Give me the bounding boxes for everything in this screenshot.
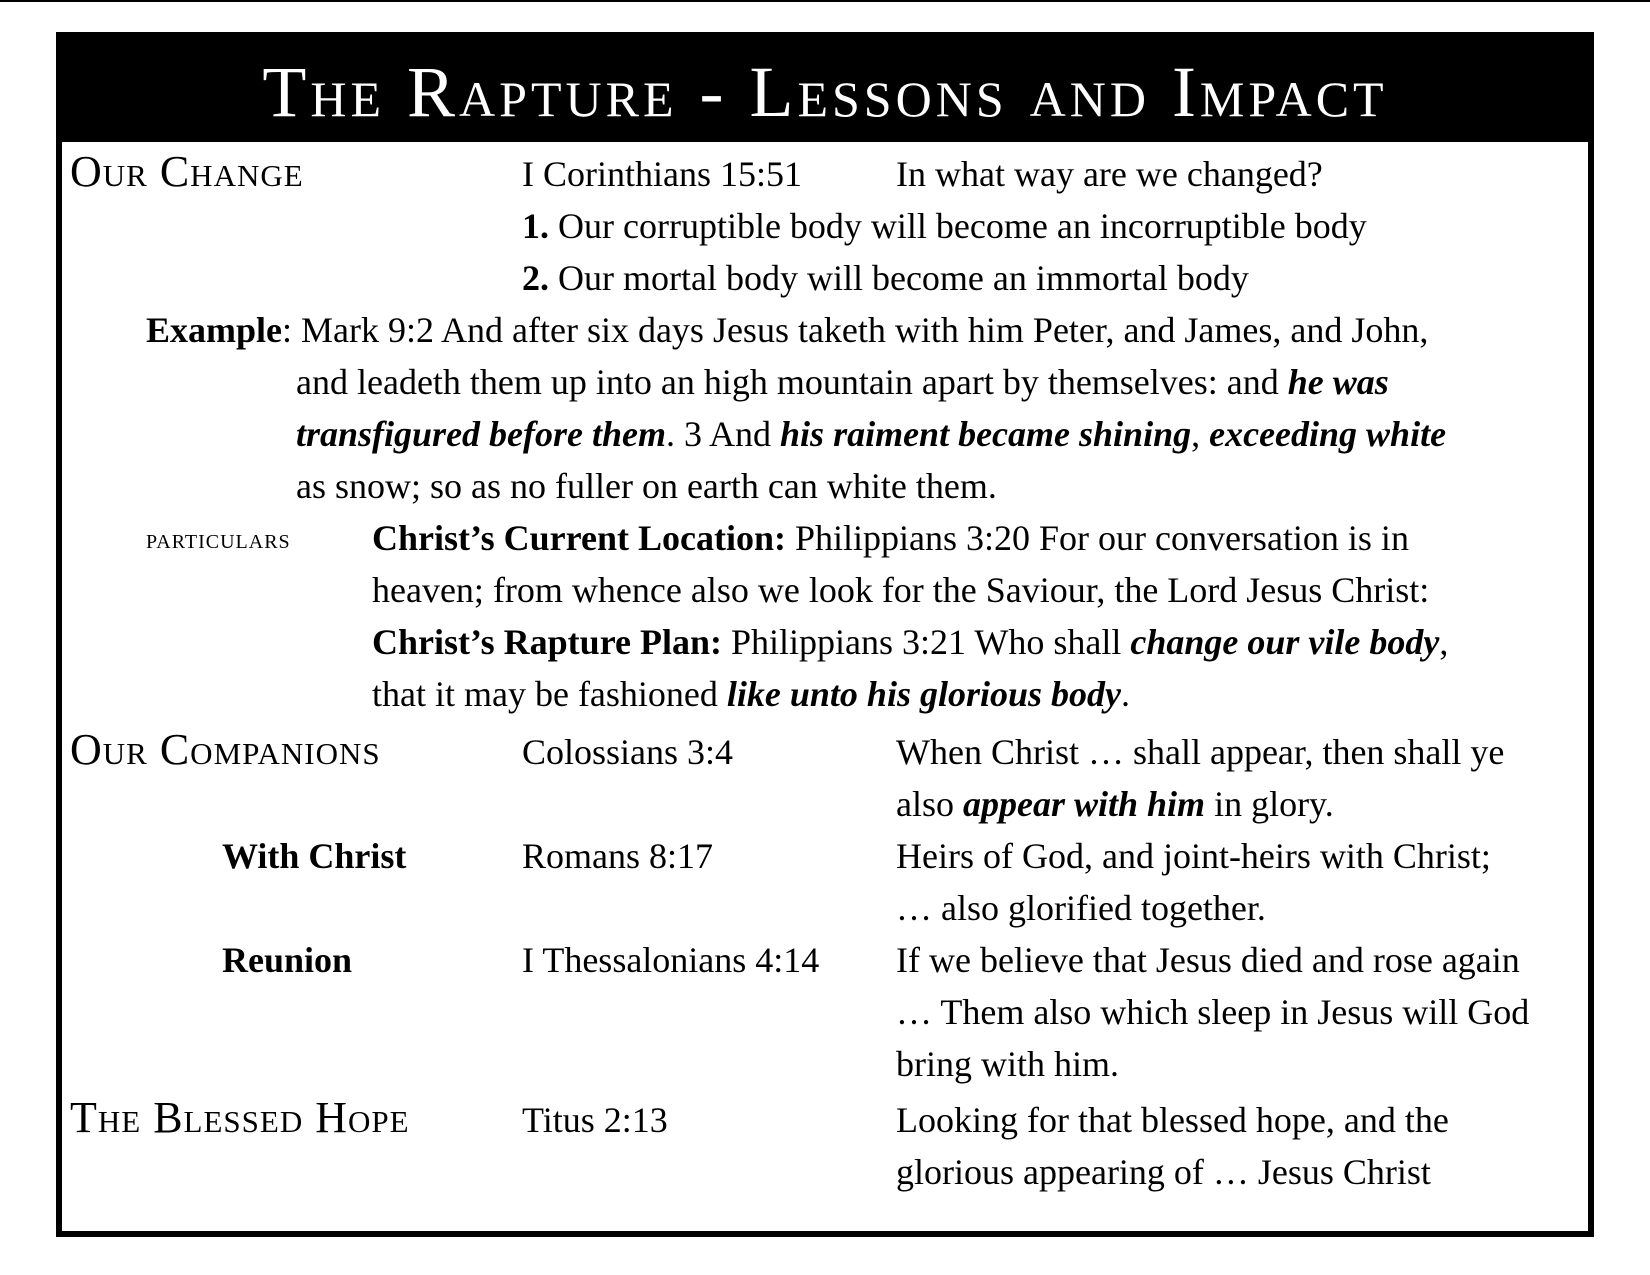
example-line-2	[296, 356, 1389, 408]
item-text: Our mortal body will become an immortal body	[558, 258, 1249, 298]
companions-text-line-2	[896, 778, 1334, 830]
plan-text: that it may be fashioned	[372, 674, 727, 714]
blessed-hope-line-1: Looking for that blessed hope, and the	[896, 1100, 1449, 1140]
page-title: The Rapture - Lessons and Impact	[56, 32, 1594, 142]
with-christ-line-1: Heirs of God, and joint-heirs with Christ;	[896, 836, 1491, 876]
item-number: 1.	[522, 206, 549, 246]
reunion-line-1: If we believe that Jesus died and rose again	[896, 940, 1520, 980]
particulars-plan-line-1	[372, 616, 1448, 668]
particulars-location-line-1	[372, 512, 1409, 564]
reference-reunion: I Thessalonians 4:14	[522, 940, 820, 980]
example-line-3	[296, 408, 1446, 460]
reunion-line-3: bring with him.	[896, 1044, 1119, 1084]
companions-emphasis: appear with him	[963, 784, 1206, 824]
example-text: and leadeth them up into an high mountain apart by themselves: and	[296, 362, 1288, 402]
example-text: : Mark 9:2 And after six days Jesus taketh with him Peter, and James, and John,	[282, 310, 1429, 350]
top-rule	[0, 0, 1650, 2]
reference-with-christ: Romans 8:17	[522, 836, 714, 876]
particulars-label: particulars	[146, 524, 291, 555]
particulars-location-line-2: heaven; from whence also we look for the Saviour, the Lord Jesus Christ:	[372, 570, 1430, 610]
companions-text-line-1: When Christ … shall appear, then shall ye	[896, 732, 1505, 772]
reference-our-change: I Corinthians 15:51	[522, 154, 802, 194]
reference-our-companions: Colossians 3:4	[522, 732, 734, 772]
location-label: Christ’s Current Location:	[372, 518, 786, 558]
subheading-reunion: Reunion	[222, 940, 353, 980]
location-text: Philippians 3:20 For our conversation is in	[785, 518, 1409, 558]
plan-emphasis: like unto his glorious body	[726, 674, 1121, 714]
reference-blessed-hope: Titus 2:13	[522, 1100, 668, 1140]
companions-text: in glory.	[1205, 784, 1334, 824]
plan-text: Philippians 3:21 Who shall	[722, 622, 1131, 662]
plan-label: Christ’s Rapture Plan:	[372, 622, 722, 662]
blessed-hope-line-2: glorious appearing of … Jesus Christ	[896, 1152, 1431, 1192]
reunion-line-2: … Them also which sleep in Jesus will God	[896, 992, 1530, 1032]
question-our-change: In what way are we changed?	[896, 154, 1323, 194]
example-emphasis: transfigured before them	[296, 414, 667, 454]
particulars-plan-line-2	[372, 668, 1130, 720]
section-heading-blessed-hope: The Blessed Hope	[70, 1093, 410, 1142]
companions-text: also	[896, 784, 963, 824]
example-label: Example	[146, 310, 283, 350]
subheading-with-christ: With Christ	[222, 836, 407, 876]
example-text: ,	[1191, 414, 1210, 454]
list-item	[522, 252, 1249, 304]
plan-emphasis: change our vile body	[1130, 622, 1440, 662]
example-emphasis: exceeding white	[1209, 414, 1447, 454]
example-emphasis: he was	[1287, 362, 1389, 402]
plan-text: ,	[1439, 622, 1449, 662]
plan-text: .	[1121, 674, 1130, 714]
example-text: . 3 And	[666, 414, 781, 454]
example-line-1	[146, 304, 1428, 356]
example-line-4: as snow; so as no fuller on earth can white them.	[296, 466, 997, 506]
item-text: Our corruptible body will become an incorruptible body	[558, 206, 1367, 246]
example-emphasis: his raiment became shining	[780, 414, 1192, 454]
with-christ-line-2: … also glorified together.	[896, 888, 1266, 928]
section-heading-our-change: Our Change	[70, 147, 304, 196]
section-heading-our-companions: Our Companions	[70, 725, 381, 774]
item-number: 2.	[522, 258, 549, 298]
list-item	[522, 200, 1367, 252]
